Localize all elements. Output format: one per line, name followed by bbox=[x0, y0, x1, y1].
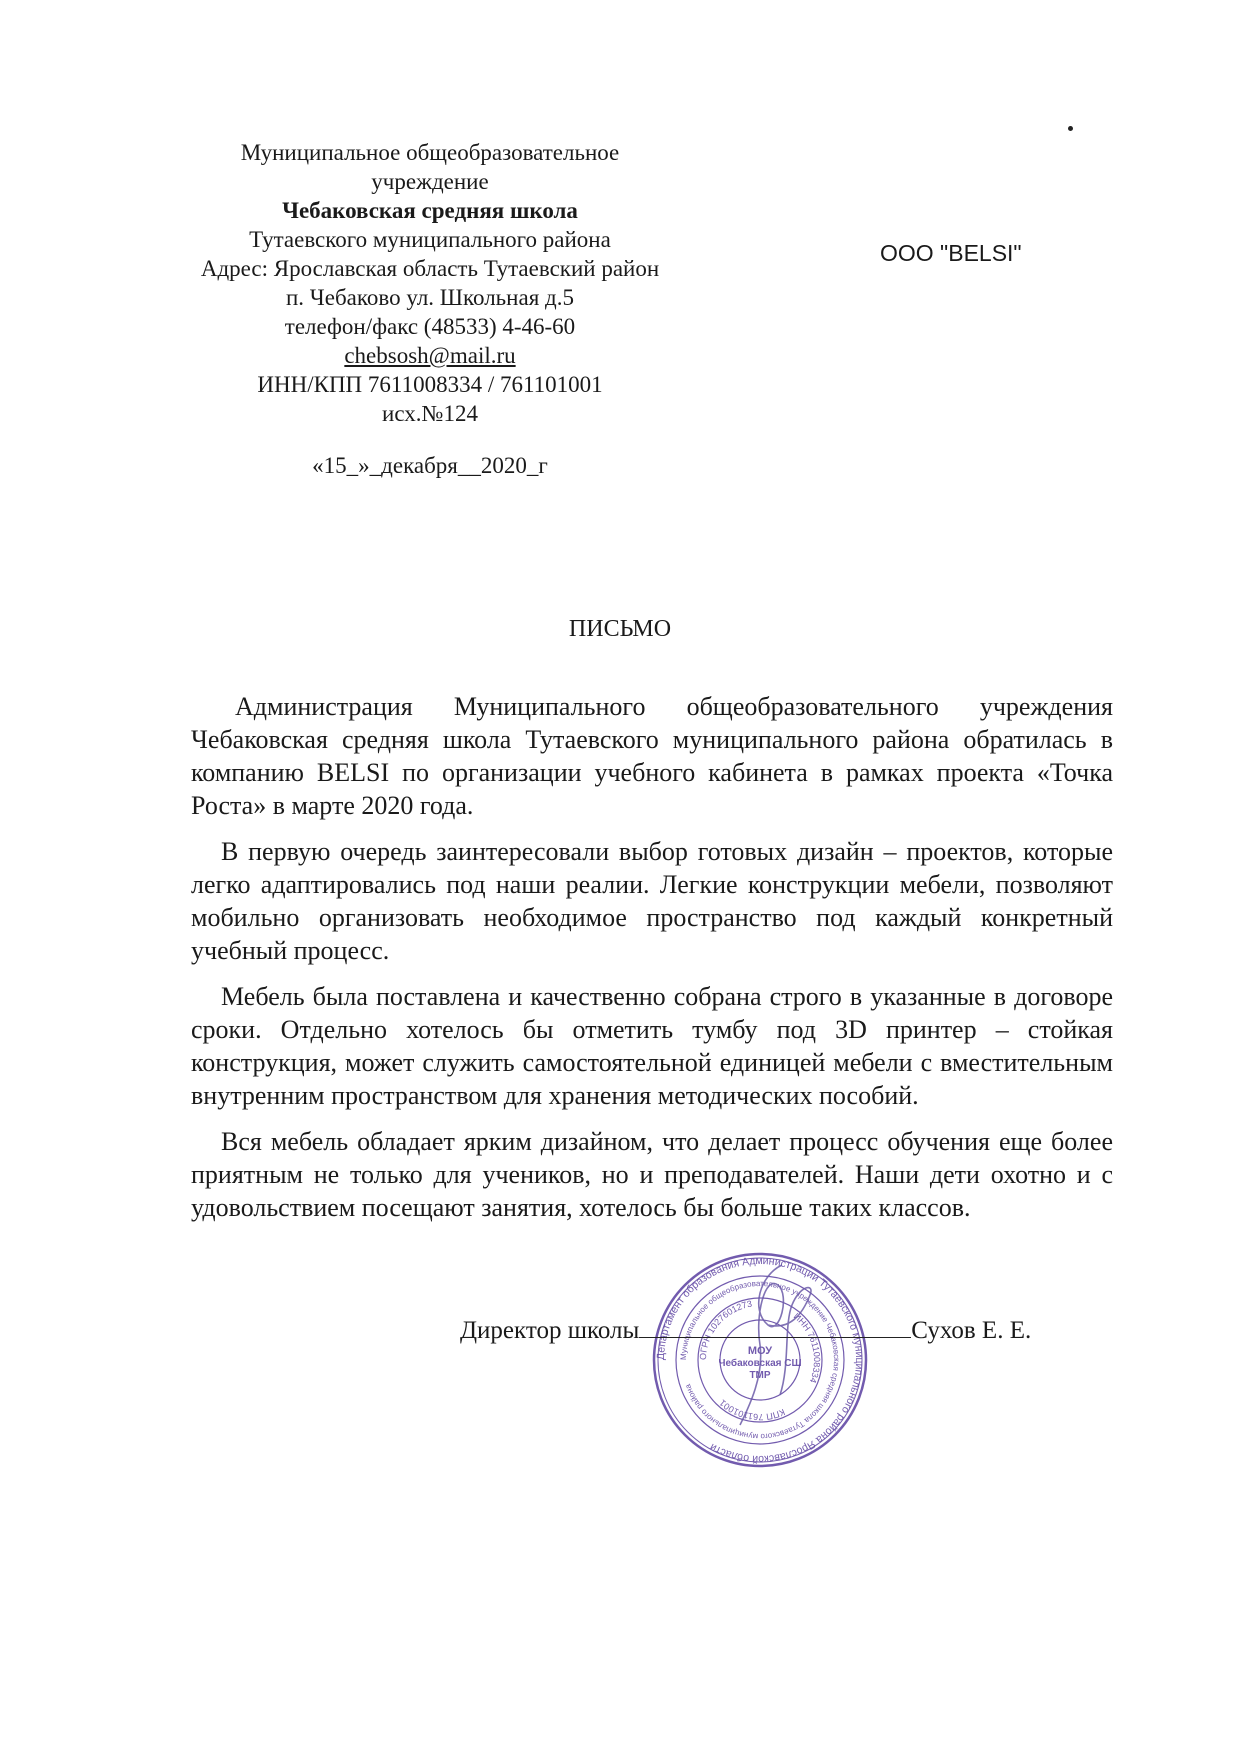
sender-school-name: Чебаковская средняя школа bbox=[282, 198, 578, 223]
signature-name: Сухов Е. Е. bbox=[911, 1317, 1032, 1344]
seal-inn-text: ИНН 7611008334 bbox=[791, 1311, 823, 1385]
seal-inner-text: Муниципальное общеобразовательное учреждение Чебаковская средняя школа Тутаевского муниципального района bbox=[678, 1278, 842, 1442]
sender-org-line1: Муниципальное общеобразовательное bbox=[240, 140, 620, 165]
letter-body bbox=[191, 690, 1113, 1237]
sender-email-link[interactable]: chebsosh@mail.ru bbox=[344, 343, 516, 368]
letter-paragraph: В первую очередь заинтересовали выбор готовых дизайн – проектов, которые легко адаптировались под наши реалии. Легкие конструкции мебели, позволяют мобильно организовать необходимое пространство под каждый конкретный учебный процесс. bbox=[191, 837, 1113, 965]
letter-paragraph: Мебель была поставлена и качественно собрана строго в указанные в договоре сроки. Отдельно хотелось бы отметить тумбу под 3D принтер – стойкая конструкция, может служить самостоятельной единицей мебели с вместительным внутренним пространством для хранения методических пособий. bbox=[191, 982, 1113, 1110]
signature-line bbox=[460, 1317, 1031, 1345]
letter-title: ПИСЬМО bbox=[568, 616, 672, 642]
speck-mark bbox=[1068, 126, 1073, 131]
sender-outgoing-number: исх.№124 bbox=[382, 401, 478, 426]
letter-paragraph: Вся мебель обладает ярким дизайном, что делает процесс обучения еще более приятным не только для учеников, но и преподавателей. Наши дети охотно и с удовольствием посещают занятия, хотелось бы больше таких классов. bbox=[191, 1127, 1113, 1222]
seal-ogrn-text: ОГРН 1027601273 bbox=[697, 1298, 753, 1361]
signature-position: Директор школы bbox=[460, 1317, 640, 1344]
seal-outer-text: Департамент образования Администрации Тутаевского муниципального района Ярославской области bbox=[654, 1254, 866, 1466]
signature-underline bbox=[639, 1336, 911, 1338]
handwritten-signature bbox=[720, 1255, 830, 1435]
sender-address-line1: Адрес: Ярославская область Тутаевский район bbox=[200, 256, 660, 281]
letter-paragraph: Администрация Муниципального общеобразовательного учреждения Чебаковская средняя школа Тутаевского муниципального района обратилась в компанию BELSI по организации учебного кабинета в рамках проекта «Точка Роста» в марте 2020 года. bbox=[191, 692, 1113, 820]
sender-address-line2: п. Чебаково ул. Школьная д.5 bbox=[286, 285, 574, 310]
seal-center-line3: ТМР bbox=[749, 1370, 771, 1381]
seal-center-line1: МОУ bbox=[747, 1345, 773, 1357]
sender-block bbox=[170, 138, 690, 480]
seal-kpp-text: КПП 761101001 bbox=[717, 1397, 787, 1423]
sender-org-line2: учреждение bbox=[371, 169, 489, 194]
letter-date: «15_»_декабря__2020_г bbox=[312, 453, 548, 478]
recipient: ООО "BELSI" bbox=[880, 240, 1022, 266]
seal-center-line2: Чебаковская СШ bbox=[718, 1358, 802, 1369]
sender-inn-kpp: ИНН/КПП 7611008334 / 761101001 bbox=[257, 372, 603, 397]
sender-phone: телефон/факс (48533) 4-46-60 bbox=[284, 314, 576, 339]
sender-district: Тутаевского муниципального района bbox=[249, 227, 611, 252]
